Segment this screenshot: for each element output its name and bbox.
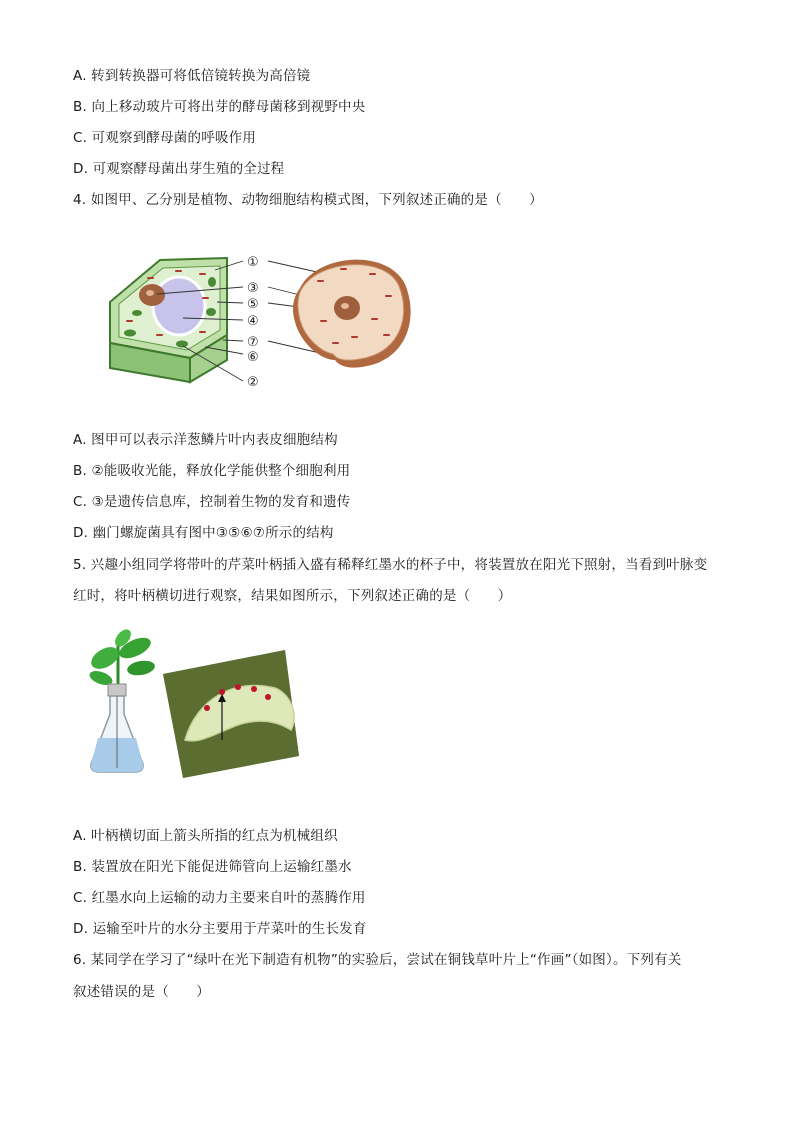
q4-option-b: B. ②能吸收光能，释放化学能供整个细胞利用: [73, 463, 351, 479]
q5-option-b: B. 装置放在阳光下能促进筛管向上运输红墨水: [73, 859, 352, 875]
q4-option-c: C. ③是遗传信息库，控制着生物的发育和遗传: [73, 494, 351, 510]
q5-option-d: D. 运输至叶片的水分主要用于芹菜叶的生长发育: [73, 921, 367, 937]
q4-option-a: A. 图甲可以表示洋葱鳞片叶内表皮细胞结构: [73, 432, 338, 448]
q5-option-a: A. 叶柄横切面上箭头所指的红点为机械组织: [73, 828, 338, 844]
q3-option-b: B. 向上移动玻片可将出芽的酵母菌移到视野中央: [73, 99, 366, 115]
q6-stem-line-2: 叙述错误的是（ ）: [73, 984, 210, 1000]
q3-option-a: A. 转到转换器可将低倍镜转换为高倍镜: [73, 68, 311, 84]
celery-experiment-figure: [85, 628, 305, 778]
label-6: ⑥: [247, 350, 259, 365]
label-4: ④: [247, 314, 259, 329]
animal-cell-figure: [268, 260, 411, 368]
label-5: ⑤: [247, 297, 259, 312]
q5-option-c: C. 红墨水向上运输的动力主要来自叶的蒸腾作用: [73, 890, 366, 906]
q3-option-d: D. 可观察酵母菌出芽生殖的全过程: [73, 161, 285, 177]
q6-stem-line-1: 6. 某同学在学习了“绿叶在光下制造有机物”的实验后，尝试在铜钱草叶片上“作画”（如图）。下列有关: [73, 952, 682, 968]
petiole-cross-section-figure: [163, 650, 299, 778]
label-7: ⑦: [247, 335, 259, 350]
q4-option-d: D. 幽门螺旋菌具有图中③⑤⑥⑦所示的结构: [73, 525, 334, 541]
cell-diagram: [95, 240, 425, 390]
plant-cell-figure: [110, 255, 259, 390]
label-2: ②: [247, 375, 259, 390]
q5-stem-line-1: 5. 兴趣小组同学将带叶的芹菜叶柄插入盛有稀释红墨水的杯子中，将装置放在阳光下照射，当看到叶脉变: [73, 557, 708, 573]
label-1: ①: [247, 255, 259, 270]
celery-in-flask-figure: [88, 628, 156, 772]
q5-stem-line-2: 红时，将叶柄横切进行观察，结果如图所示，下列叙述正确的是（ ）: [73, 588, 512, 604]
label-3: ③: [247, 281, 259, 296]
q4-stem: 4. 如图甲、乙分别是植物、动物细胞结构模式图，下列叙述正确的是（ ）: [73, 192, 543, 208]
q3-option-c: C. 可观察到酵母菌的呼吸作用: [73, 130, 257, 146]
